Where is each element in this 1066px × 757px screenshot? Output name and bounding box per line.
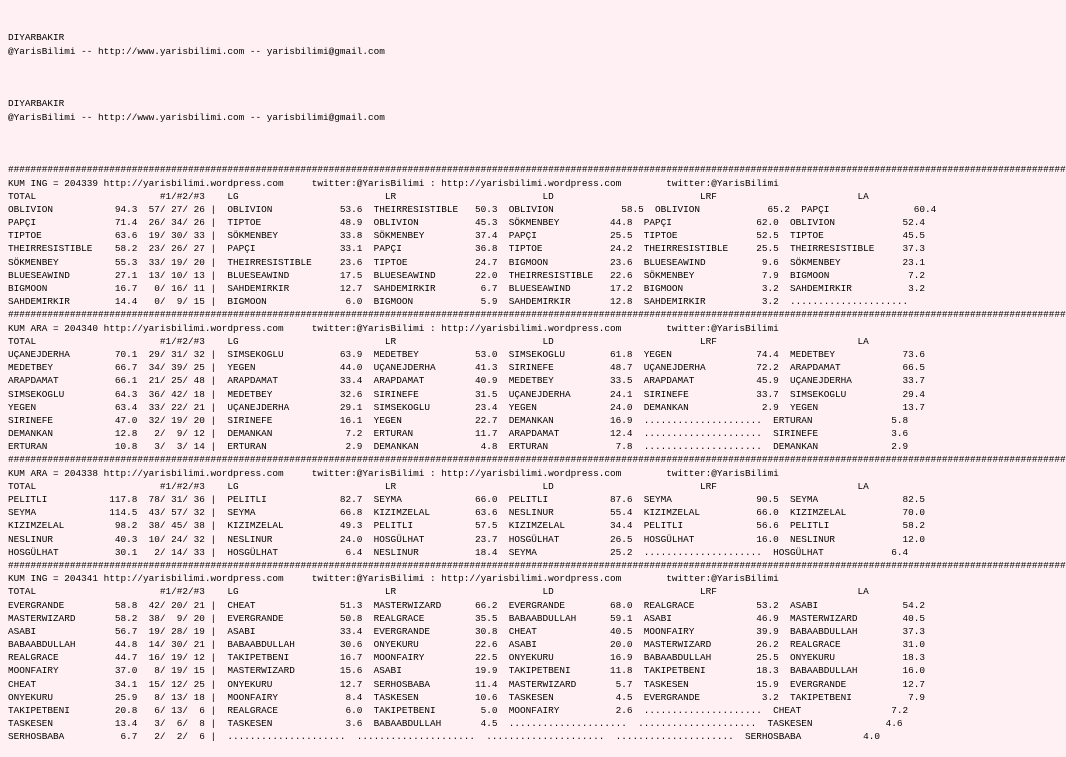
result-line: SERHOSBABA 6.7 2/ 2/ 6 | ..................... ..................... ..................... ..................... SERHOSBABA 4.0: [8, 731, 881, 743]
result-line: BABAABDULLAH 44.8 14/ 30/ 21 | BABAABDULLAH 30.6 ONYEKURU 22.6 ASABI 20.0 MASTERWIZARD 26.2 REALGRACE 31.0: [8, 639, 926, 651]
result-line: UÇANEJDERHA 70.1 29/ 31/ 32 | SIMSEKOGLU 63.9 MEDETBEY 53.0 SIMSEKOGLU 61.8 YEGEN 74.4 MEDETBEY 73.6: [8, 348, 926, 360]
separator-line: ############################################################################################################################################################################################: [8, 164, 1066, 176]
result-line: PELITLI 117.8 78/ 31/ 36 | PELITLI 82.7 SEYMA 66.0 PELITLI 87.6 SEYMA 90.5 SEYMA 82.5: [8, 494, 926, 505]
result-line: BIGMOON 16.7 0/ 16/ 11 | SAHDEMIRKIR 12.7 SAHDEMIRKIR 6.7 BLUESEAWIND 17.2 BIGMOON 3.2 SAHDEMIRKIR 3.2: [8, 283, 926, 294]
race-title-line: KUM ARA = 204340 http://yarisbilimi.wordpress.com twitter:@YarisBilimi : http://yarisbilimi.wordpress.com twitter:@YarisBilimi: [8, 322, 779, 334]
result-line: TASKESEN 13.4 3/ 6/ 8 | TASKESEN 3.6 BABAABDULLAH 4.5 ..................... ..................... TASKESEN 4.6: [8, 718, 903, 730]
result-line: BLUESEAWIND 27.1 13/ 10/ 13 | BLUESEAWIND 17.5 BLUESEAWIND 22.0 THEIRRESISTIBLE 22.6 SÖKMENBEY 7.9 BIGMOON 7.2: [8, 269, 926, 281]
result-line: NESLINUR 40.3 10/ 24/ 32 | NESLINUR 24.0 HOSGÜLHAT 23.7 HOSGÜLHAT 26.5 HOSGÜLHAT 16.0 NESLINUR 12.0: [8, 533, 926, 545]
result-line: PAPÇI 71.4 26/ 34/ 26 | TIPTOE 48.9 OBLIVION 45.3 SÖKMENBEY 44.8 PAPÇI 62.0 OBLIVION 52.4: [8, 217, 926, 229]
result-line: CHEAT 34.1 15/ 12/ 25 | ONYEKURU 12.7 SERHOSBABA 11.4 MASTERWIZARD 5.7 TASKESEN 15.9 EVERGRANDE 12.7: [8, 678, 926, 690]
result-line: ONYEKURU 25.9 8/ 13/ 18 | MOONFAIRY 8.4 TASKESEN 10.6 TASKESEN 4.5 EVERGRANDE 3.2 TAKIPETBENI 7.9: [8, 691, 926, 703]
result-line: SIRINEFE 47.0 32/ 19/ 20 | SIRINEFE 16.1 YEGEN 22.7 DEMANKAN 16.9 ..................... ERTURAN 5.8: [8, 414, 909, 426]
separator-line: ############################################################################################################################################################################################: [8, 559, 1066, 571]
result-line: TIPTOE 63.6 19/ 30/ 33 | SÖKMENBEY 33.8 SÖKMENBEY 37.4 PAPÇI 25.5 TIPTOE 52.5 TIPTOE 45.5: [8, 230, 926, 242]
result-line: MOONFAIRY 37.0 8/ 19/ 15 | MASTERWIZARD 15.6 ASABI 19.9 TAKIPETBENI 11.8 TAKIPETBENI 18.3 BABAABDULLAH 16.0: [8, 665, 926, 677]
result-line: REALGRACE 44.7 16/ 19/ 12 | TAKIPETBENI 16.7 MOONFAIRY 22.5 ONYEKURU 16.9 BABAABDULLAH 25.5 ONYEKURU 18.3: [8, 652, 926, 664]
header-line: [8, 58, 1024, 71]
header-line: [8, 124, 1024, 137]
result-line: SÖKMENBEY 55.3 33/ 19/ 20 | THEIRRESISTIBLE 23.6 TIPTOE 24.7 BIGMOON 23.6 BLUESEAWIND 9.6 SÖKMENBEY 23.1: [8, 256, 926, 268]
header-line: [8, 71, 1024, 84]
result-line: OBLIVION 94.3 57/ 27/ 26 | OBLIVION 53.6 THEIRRESISTIBLE 50.3 OBLIVION 58.5 OBLIVION 65.2 PAPÇI 60.4: [8, 203, 937, 215]
separator-line: ############################################################################################################################################################################################: [8, 309, 1066, 321]
result-line: KIZIMZELAL 98.2 38/ 45/ 38 | KIZIMZELAL 49.3 PELITLI 57.5 KIZIMZELAL 34.4 PELITLI 56.6 PELITLI 58.2: [8, 520, 926, 532]
column-header-line: TOTAL #1/#2/#3 LG LR LD LRF LA: [8, 586, 869, 598]
header-line: @YarisBilimi -- http://www.yarisbilimi.com -- yarisbilimi@gmail.com: [8, 45, 385, 57]
document-body: [8, 5, 1066, 743]
header-line: @YarisBilimi -- http://www.yarisbilimi.com -- yarisbilimi@gmail.com: [8, 111, 385, 123]
separator-line: ############################################################################################################################################################################################: [8, 454, 1066, 466]
race-title-line: KUM ARA = 204338 http://yarisbilimi.wordpress.com twitter:@YarisBilimi : http://yarisbilimi.wordpress.com twitter:@YarisBilimi: [8, 467, 779, 479]
race-title-line: KUM ING = 204339 http://yarisbilimi.wordpress.com twitter:@YarisBilimi : http://yarisbilimi.wordpress.com twitter:@YarisBilimi: [8, 177, 779, 189]
result-line: SIMSEKOGLU 64.3 36/ 42/ 18 | MEDETBEY 32.6 SIRINEFE 31.5 UÇANEJDERHA 24.1 SIRINEFE 33.7 SIMSEKOGLU 29.4: [8, 388, 926, 400]
result-line: SAHDEMIRKIR 14.4 0/ 9/ 15 | BIGMOON 6.0 BIGMOON 5.9 SAHDEMIRKIR 12.8 SAHDEMIRKIR 3.2 .....................: [8, 296, 909, 308]
result-line: HOSGÜLHAT 30.1 2/ 14/ 33 | HOSGÜLHAT 6.4 NESLINUR 18.4 SEYMA 25.2 ..................... HOSGÜLHAT 6.4: [8, 546, 909, 558]
result-line: TAKIPETBENI 20.8 6/ 13/ 6 | REALGRACE 6.0 TAKIPETBENI 5.0 MOONFAIRY 2.6 ..................... CHEAT 7.2: [8, 705, 909, 716]
race-section: [8, 453, 1066, 559]
result-line: SEYMA 114.5 43/ 57/ 32 | SEYMA 66.8 KIZIMZELAL 63.6 NESLINUR 55.4 KIZIMZELAL 66.0 KIZIMZELAL 70.0: [8, 507, 926, 519]
result-line: ERTURAN 10.8 3/ 3/ 14 | ERTURAN 2.9 DEMANKAN 4.8 ERTURAN 7.8 ..................... DEMANKAN 2.9: [8, 441, 909, 453]
result-line: MASTERWIZARD 58.2 38/ 9/ 20 | EVERGRANDE 50.8 REALGRACE 35.5 BABAABDULLAH 59.1 ASABI 46.9 MASTERWIZARD 40.5: [8, 612, 926, 624]
race-sections: [8, 163, 1066, 743]
race-title-line: KUM ING = 204341 http://yarisbilimi.wordpress.com twitter:@YarisBilimi : http://yarisbilimi.wordpress.com twitter:@YarisBilimi: [8, 573, 779, 585]
race-section: [8, 559, 1066, 744]
column-header-line: TOTAL #1/#2/#3 LG LR LD LRF LA: [8, 480, 869, 492]
document-header: [8, 31, 1024, 137]
result-line: DEMANKAN 12.8 2/ 9/ 12 | DEMANKAN 7.2 ERTURAN 11.7 ARAPDAMAT 12.4 ..................... SIRINEFE 3.6: [8, 428, 909, 440]
column-header-line: TOTAL #1/#2/#3 LG LR LD LRF LA: [8, 190, 869, 202]
result-line: MEDETBEY 66.7 34/ 39/ 25 | YEGEN 44.0 UÇANEJDERHA 41.3 SIRINEFE 48.7 UÇANEJDERHA 72.2 ARAPDAMAT 66.5: [8, 362, 926, 374]
race-section: [8, 308, 1066, 453]
result-line: THEIRRESISTIBLE 58.2 23/ 26/ 27 | PAPÇI 33.1 PAPÇI 36.8 TIPTOE 24.2 THEIRRESISTIBLE 25.5 THEIRRESISTIBLE 37.3: [8, 243, 926, 255]
header-line: DIYARBAKIR: [8, 98, 65, 110]
header-line: [8, 84, 1024, 97]
result-line: YEGEN 63.4 33/ 22/ 21 | UÇANEJDERHA 29.1 SIMSEKOGLU 23.4 YEGEN 24.0 DEMANKAN 2.9 YEGEN 13.7: [8, 401, 926, 413]
header-line: DIYARBAKIR: [8, 32, 65, 44]
result-line: ARAPDAMAT 66.1 21/ 25/ 48 | ARAPDAMAT 33.4 ARAPDAMAT 40.9 MEDETBEY 33.5 ARAPDAMAT 45.9 UÇANEJDERHA 33.7: [8, 375, 926, 387]
result-line: ASABI 56.7 19/ 28/ 19 | ASABI 33.4 EVERGRANDE 30.8 CHEAT 40.5 MOONFAIRY 39.9 BABAABDULLAH 37.3: [8, 625, 926, 637]
race-section: [8, 163, 1066, 308]
result-line: EVERGRANDE 58.8 42/ 20/ 21 | CHEAT 51.3 MASTERWIZARD 66.2 EVERGRANDE 68.0 REALGRACE 53.2 ASABI 54.2: [8, 599, 926, 611]
column-header-line: TOTAL #1/#2/#3 LG LR LD LRF LA: [8, 335, 869, 347]
